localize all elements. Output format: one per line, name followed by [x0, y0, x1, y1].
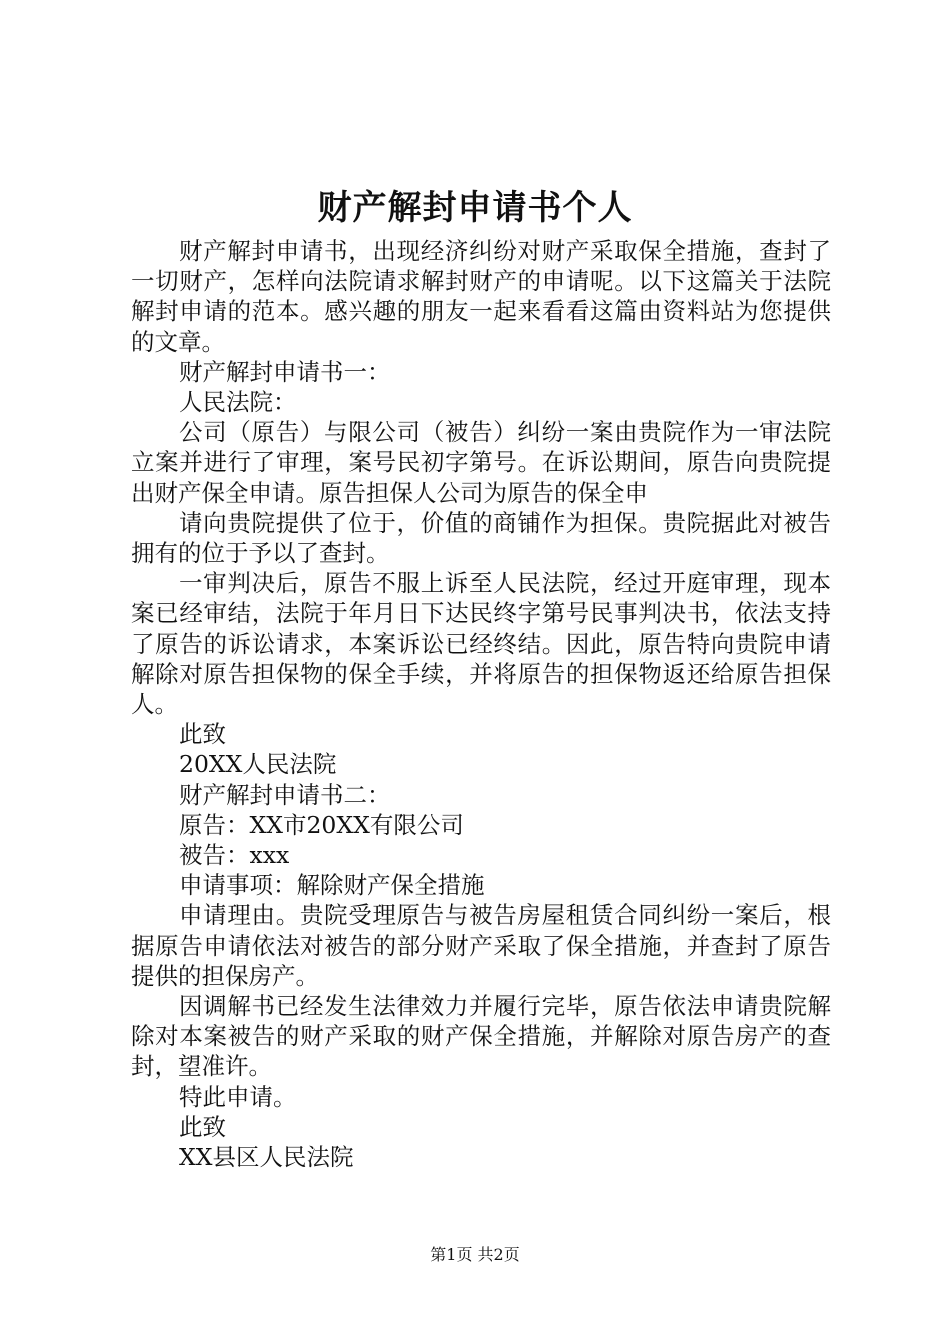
paragraph-reason: 申请理由。贵院受理原告与被告房屋租赁合同纠纷一案后，根据原告申请依法对被告的部分财产采取了保全措施，并查封了原告提供的担保房产。: [131, 901, 831, 990]
closing-request: 特此申请。: [179, 1082, 297, 1111]
document-title: 财产解封申请书个人: [317, 188, 633, 228]
defendant-line: 被告：xxx: [179, 841, 290, 870]
plaintiff-line: 原告：XX市20XX有限公司: [179, 810, 464, 839]
heading-application-one: 财产解封申请书一：: [179, 357, 391, 386]
page-number-footer: 第1页 共2页: [430, 1245, 520, 1264]
document-body: [131, 236, 831, 1172]
paragraph-case-background: 公司（原告）与限公司（被告）纠纷一案由贵院作为一审法院立案并进行了审理，案号民初字第号。在诉讼期间，原告向贵院提出财产保全申请。原告担保人公司为原告的保全申: [131, 418, 831, 507]
closing-salutation-one: 此致: [179, 720, 226, 749]
addressee-court: 人民法院：: [179, 388, 297, 417]
closing-salutation-two: 此致: [179, 1112, 226, 1141]
paragraph-intro: 财产解封申请书，出现经济纠纷对财产采取保全措施，查封了一切财产，怎样向法院请求解封财产的申请呢。以下这篇关于法院解封申请的范本。感兴趣的朋友一起来看看这篇由资料站为您提供的文章。: [131, 237, 831, 356]
paragraph-guarantee: 请向贵院提供了位于，价值的商铺作为担保。贵院据此对被告拥有的位于予以了查封。: [131, 508, 831, 568]
paragraph-judgment: 一审判决后，原告不服上诉至人民法院，经过开庭审理，现本案已经审结，法院于年月日下达民终字第号民事判决书，依法支持了原告的诉讼请求，本案诉讼已经终结。因此，原告特向贵院申请解除对原告担保物的保全手续，并将原告的担保物返还给原告担保人。: [131, 569, 831, 719]
heading-application-two: 财产解封申请书二：: [179, 780, 391, 809]
court-name-one: 20XX人民法院: [179, 750, 337, 779]
paragraph-mediation: 因调解书已经发生法律效力并履行完毕，原告依法申请贵院解除对本案被告的财产采取的财产保全措施，并解除对原告房产的查封，望准许。: [131, 992, 831, 1081]
court-name-two: XX县区人民法院: [179, 1143, 354, 1172]
request-item-line: 申请事项：解除财产保全措施: [179, 871, 485, 900]
